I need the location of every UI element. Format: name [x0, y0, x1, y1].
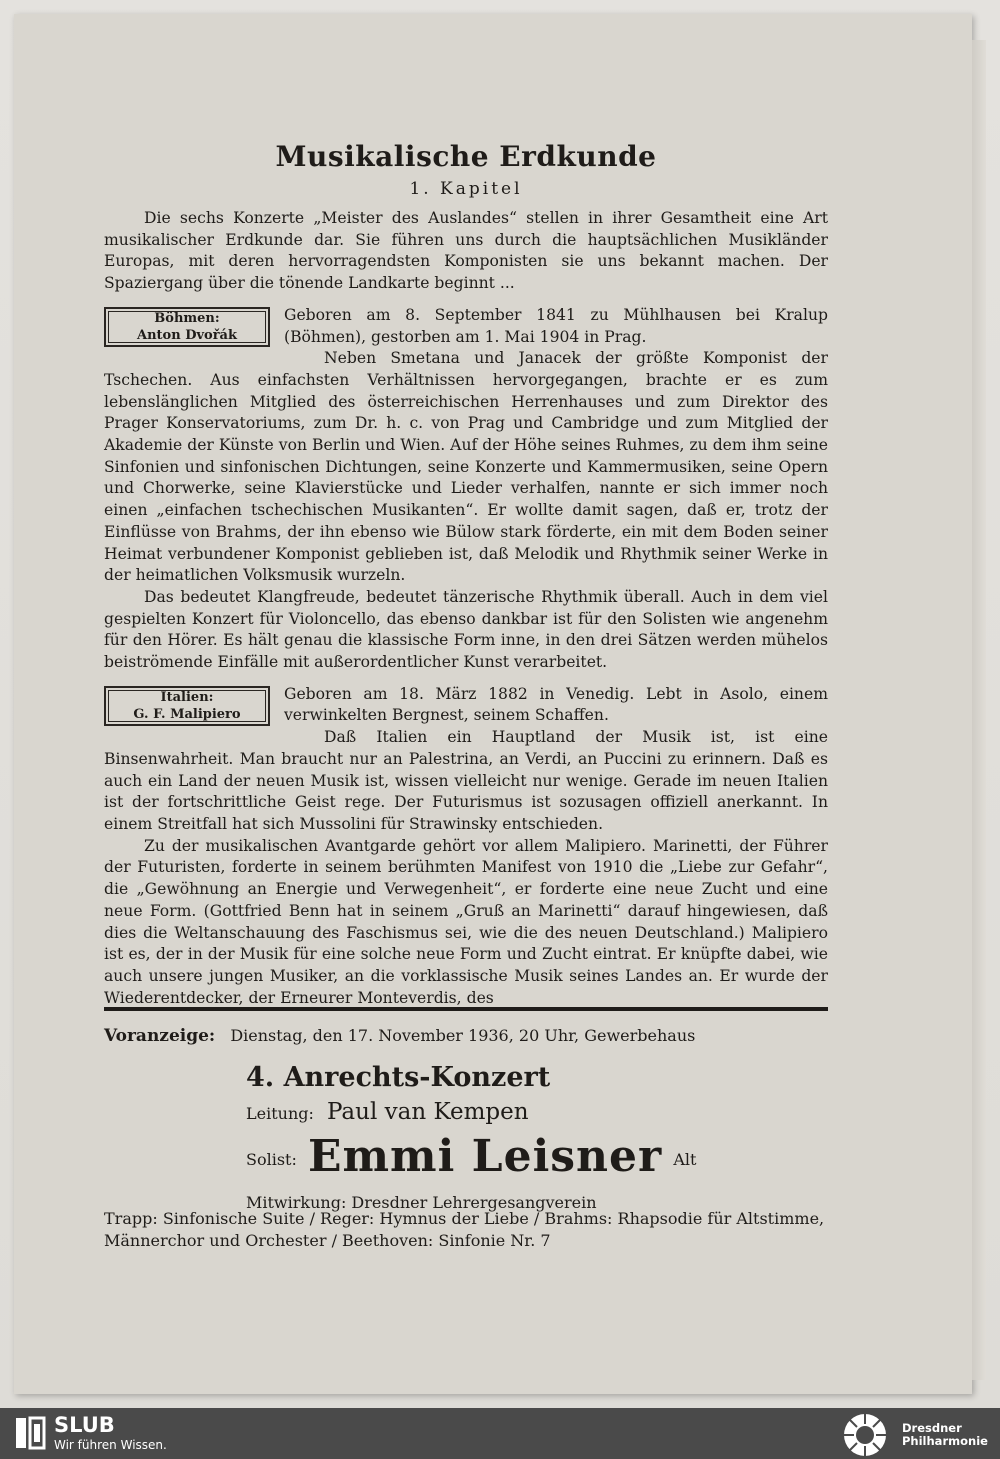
concert-details	[246, 1060, 806, 1219]
chapter-label: 1. Kapitel	[409, 179, 523, 199]
divider-rule	[104, 1007, 828, 1011]
composer-label: Anton Dvořák	[137, 327, 237, 343]
participation-label: Mitwirkung:	[246, 1193, 347, 1212]
intro-paragraph: Die sechs Konzerte „Meister des Auslandes“ stellen in ihrer Gesamtheit eine Art musikalischer Erdkunde dar. Sie führen uns durch die hauptsächlichen Musikländer Europas, mit deren hervorragendsten Komponisten sie uns bekannt machen. Der Spaziergang über die tönende Landkarte beginnt ...	[104, 209, 828, 293]
soloist-name: Emmi Leisner	[307, 1131, 663, 1182]
concert-date: Dienstag, den 17. November 1936, 20 Uhr, Gewerbehaus	[230, 1026, 696, 1045]
composer-label-box	[104, 307, 270, 347]
country-label: Böhmen:	[154, 310, 220, 326]
body-paragraph: Neben Smetana und Janacek der größte Komponist der Tschechen. Aus einfachsten Verhältnissen hervorgegangen, brachte er es zum lebenslänglichen Mitglied des österreichischen Herrenhauses und zum Direktor des Prager Konservatoriums, zum Dr. h. c. von Prag und Cambridge und zum Mitglied der Akademie der Künste von Berlin und Wien. Auf der Höhe seines Ruhmes, zu dem ihm seine Sinfonien und sinfonischen Dichtungen, seine Konzerte und Kammermusiken, seine Opern und Chorwerke, seine Klavierstücke und Lieder verhalfen, nannte er sich immer noch einen „einfachen tschechischen Musikanten“. Er wollte damit sagen, daß er, trotz der Einflüsse von Brahms, der ihn ebenso wie Bülow stark förderte, ein mit dem Boden seiner Heimat verbundener Komponist geblieben ist, daß Melodik und Rhythmik seiner Werke in der heimatlichen Volksmusik wurzeln.	[104, 349, 828, 585]
soloist-label: Solist:	[246, 1150, 297, 1169]
program-list: Trapp: Sinfonische Suite / Reger: Hymnus der Liebe / Brahms: Rhapsodie für Altstimme, Männerchor und Orchester / Beethoven: Sinfonie Nr. 7	[104, 1209, 825, 1250]
biography-paragraph: Geboren am 8. September 1841 zu Mühlhausen bei Kralup (Böhmen), gestorben am 1. Mai 1904 in Prag.	[284, 305, 828, 346]
participation-name: Dresdner Lehrergesangverein	[351, 1193, 597, 1212]
slub-tagline: Wir führen Wissen.	[54, 1438, 167, 1452]
philharmonie-wordmark: Dresdner Philharmonie	[902, 1421, 988, 1448]
footer-bar	[0, 1408, 1000, 1459]
philharmonie-logo-icon	[842, 1412, 888, 1458]
composer-label: G. F. Malipiero	[133, 706, 241, 722]
slub-logo-icon	[14, 1416, 46, 1450]
body-paragraph: Das bedeutet Klangfreude, bedeutet tänzerische Rhythmik überall. Auch in dem viel gespielten Konzert für Violoncello, das ebenso dankbar ist für den Solisten wie angenehm für den Hörer. Es hält genau die klassische Form inne, in den drei Sätzen werden mühelos beiströmende Einfälle mit außerordentlicher Kunst verarbeitet.	[104, 587, 828, 672]
composer-label-box	[104, 686, 270, 726]
soloist-voice: Alt	[673, 1150, 697, 1169]
paper-edge	[972, 40, 986, 1380]
slub-name: SLUB	[54, 1413, 115, 1437]
biography-paragraph: Geboren am 18. März 1882 in Venedig. Lebt in Asolo, einem verwinkelten Bergnest, seinem Schaffen.	[284, 684, 828, 725]
body-paragraph: Daß Italien ein Hauptland der Musik ist, ist eine Binsenwahrheit. Man braucht nur an Palestrina, an Verdi, an Puccini zu erinnern. Daß es auch ein Land der neuen Musik ist, wissen vielleicht nur wenige. Gerade im neuen Italien ist der fortschrittliche Geist rege. Der Futurismus ist sozusagen offiziell anerkannt. In einem Streitfall hat sich Mussolini für Strawinsky entschieden.	[104, 728, 828, 833]
country-label: Italien:	[160, 689, 214, 705]
conductor-label: Leitung:	[246, 1104, 314, 1123]
page-title: Musikalische Erdkunde	[275, 140, 657, 173]
section-malipiero	[104, 684, 828, 1010]
announcement-label: Voranzeige:	[104, 1026, 216, 1046]
article	[104, 140, 828, 1009]
concert-title: 4. Anrechts-Konzert	[246, 1062, 551, 1093]
body-paragraph: Zu der musikalischen Avantgarde gehört vor allem Malipiero. Marinetti, der Führer der Futuristen, forderte in seinem berühmten Manifest von 1910 die „Liebe zur Gefahr“, die „Gewöhnung an Energie und Verwegenheit“, er forderte eine neue Zucht und eine neue Form. (Gottfried Benn hat in seinem „Gruß an Marinetti“ darauf hingewiesen, daß dies die Weltanschauung des Faschismus sei, wie die des neuen Deutschland.) Malipiero ist es, der in der Musik für eine solche neue Form und Zucht eintrat. Er knüpfte dabei, wie auch unsere jungen Musiker, an die vorklassische Musik seines Landes an. Er wurde der Wiederentdecker, der Erneurer Monteverdis, des	[104, 836, 828, 1007]
section-dvorak	[104, 305, 828, 674]
announcement-header	[104, 1024, 834, 1048]
conductor-name: Paul van Kempen	[326, 1099, 529, 1125]
